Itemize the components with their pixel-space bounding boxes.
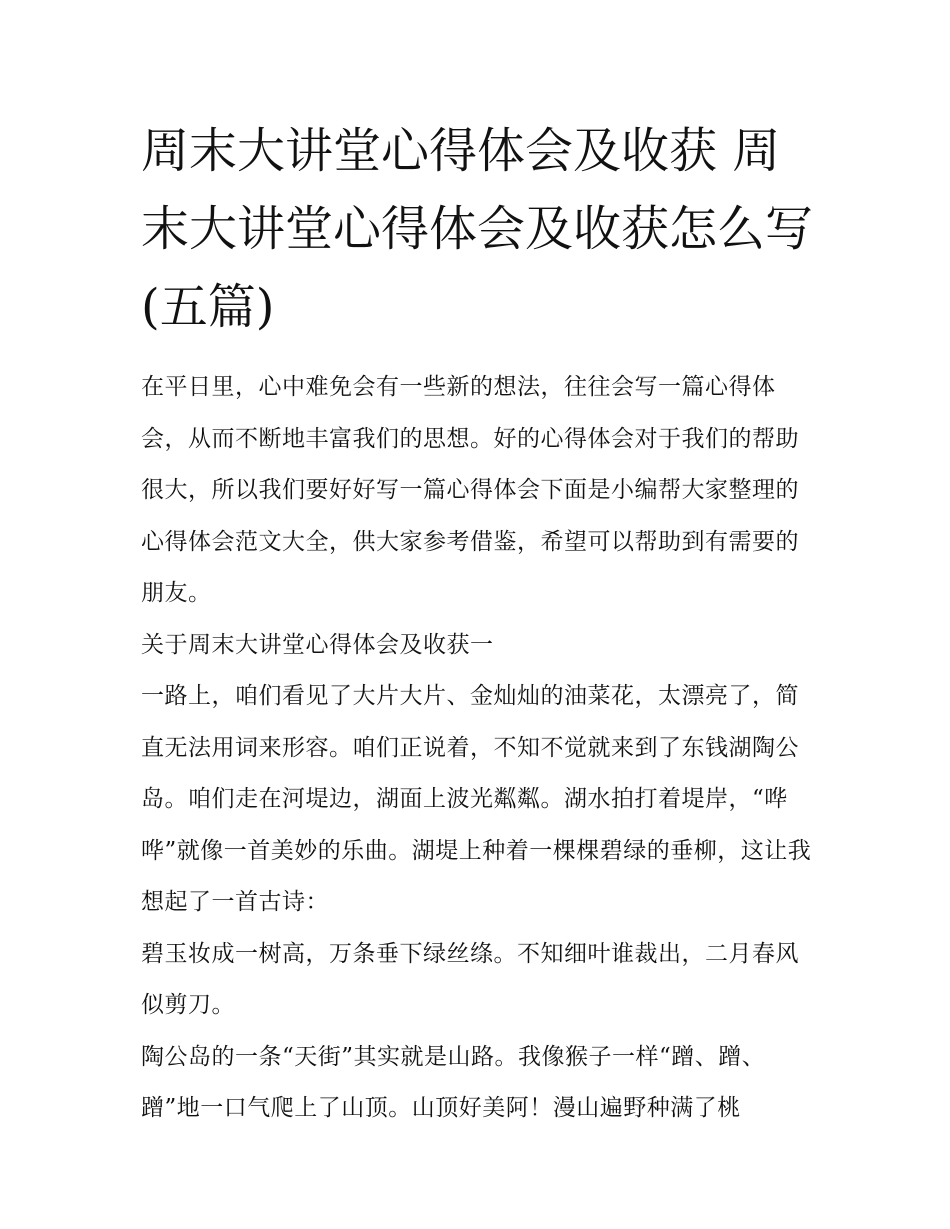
- document-body: [141, 112, 821, 1135]
- section-heading: 关于周末大讲堂心得体会及收获一: [141, 631, 494, 658]
- body-paragraph: 陶公岛的一条“天街”其实就是山路。我像猴子一样“蹭、蹭、蹭”地一口气爬上了山顶。山顶好美阿！漫山遍野种满了桃: [141, 1043, 766, 1121]
- body-paragraph: 一路上，咱们看见了大片大片、金灿灿的油菜花，太漂亮了，简直无法用词来形容。咱们正说着，不知不觉就来到了东钱湖陶公岛。咱们走在河堤边，湖面上波光粼粼。湖水拍打着堤岸，“哗哗”就像一首美妙的乐曲。湖堤上种着一棵棵碧绿的垂柳，这让我想起了一首古诗：: [141, 683, 812, 915]
- poem-paragraph: 碧玉妆成一树高，万条垂下绿丝绦。不知细叶谁裁出，二月春风似剪刀。: [141, 940, 799, 1018]
- intro-paragraph: 在平日里，心中难免会有一些新的想法，往往会写一篇心得体会，从而不断地丰富我们的思想。好的心得体会对于我们的帮助很大，所以我们要好好写一篇心得体会下面是小编帮大家整理的心得体会范文大全，供大家参考借鉴，希望可以帮助到有需要的朋友。: [141, 374, 799, 606]
- document-title: 周末大讲堂心得体会及收获 周末大讲堂心得体会及收获怎么写(五篇): [141, 123, 814, 335]
